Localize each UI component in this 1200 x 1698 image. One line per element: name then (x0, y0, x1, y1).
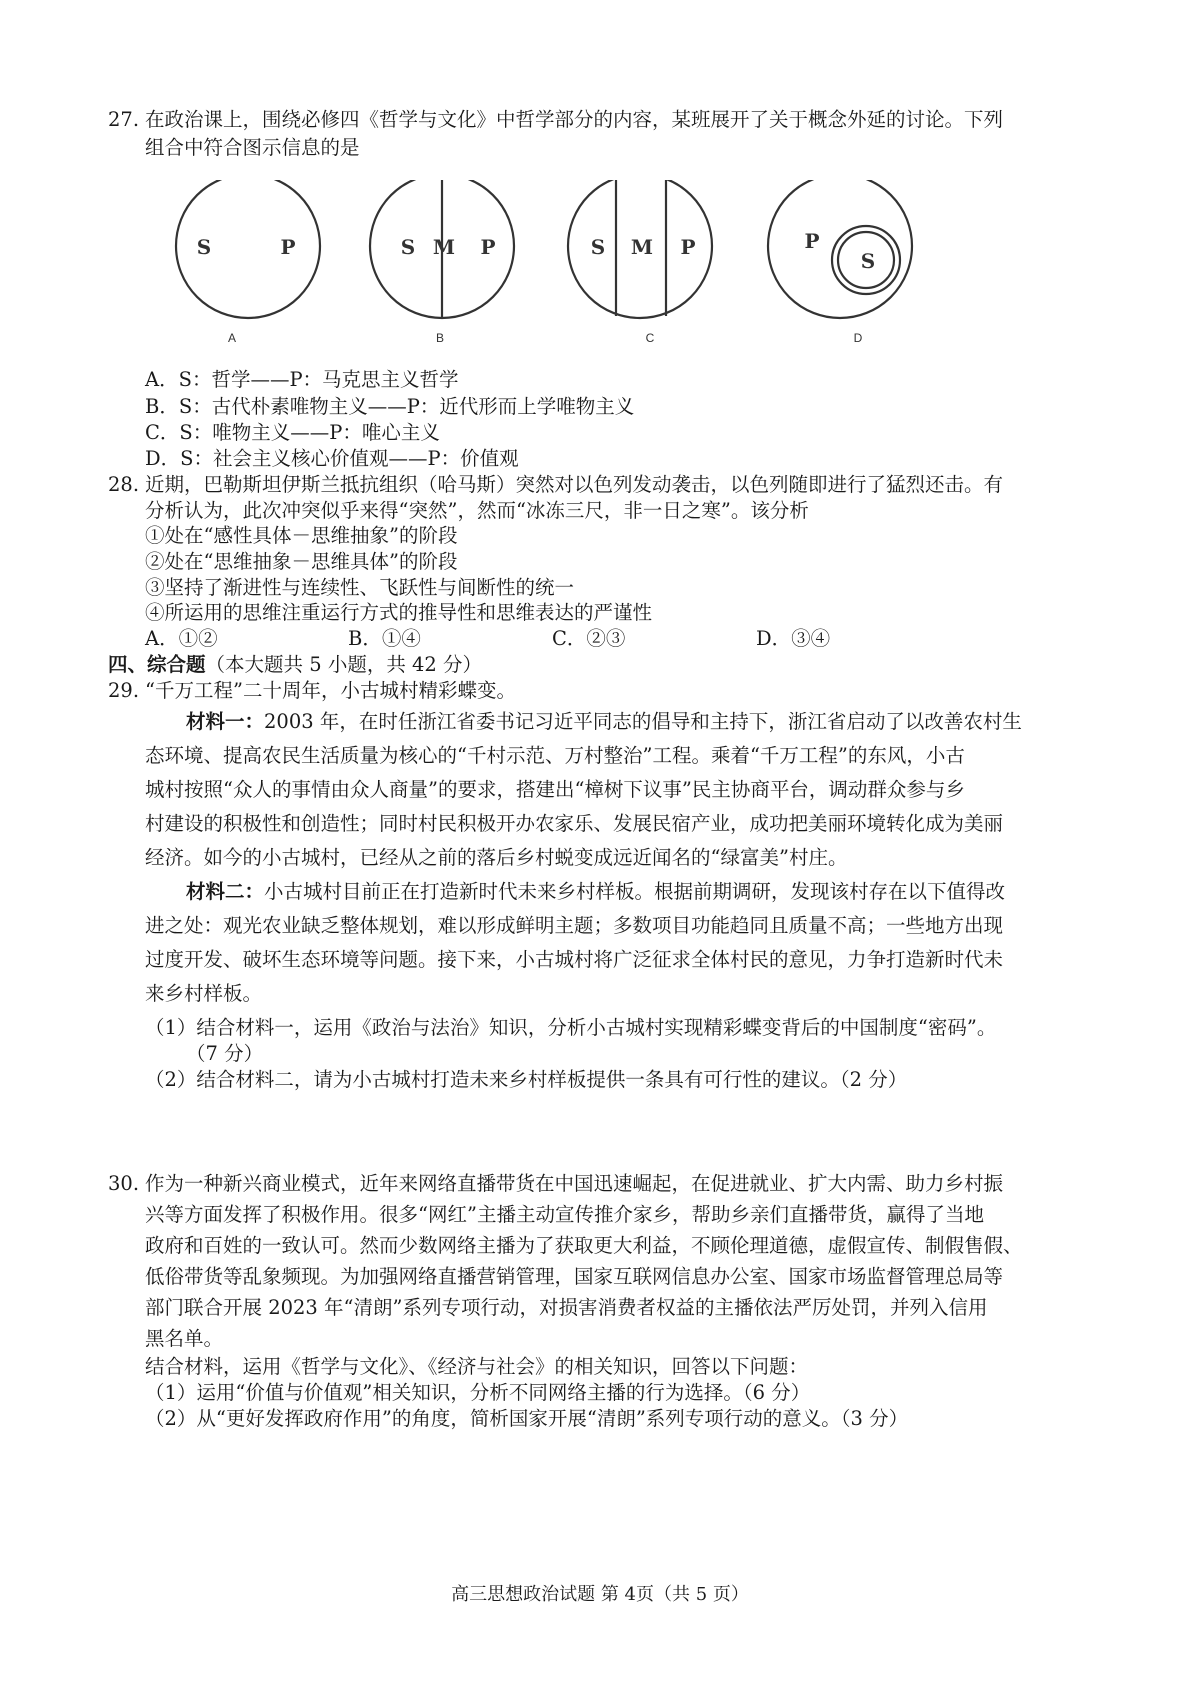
question-27-option-a: A．S：哲学——P：马克思主义哲学 (145, 368, 459, 391)
diagram-c-letter-m: M (630, 235, 654, 259)
question-30-line-5: 部门联合开展 2023 年“清朗”系列专项行动，对损害消费者权益的主播依法严厉处罚，并列入信用 (145, 1296, 988, 1319)
material-2-line-3: 过度开发、破坏生态环境等问题。接下来，小古城村将广泛征求全体村民的意见，力争打造新时代未 (145, 948, 1004, 971)
material-1-line-1 (186, 708, 1022, 736)
question-29-number: 29. (108, 679, 140, 702)
material-2-line-1 (186, 878, 1005, 906)
question-28-stem-line-1: 近期，巴勒斯坦伊斯兰抵抗组织（哈马斯）突然对以色列发动袭击，以色列随即进行了猛烈还击。有 (145, 473, 1004, 496)
question-30-line-1: 作为一种新兴商业模式，近年来网络直播带货在中国迅速崛起，在促进就业、扩大内需、助力乡村振 (145, 1172, 1004, 1195)
question-27-number: 27. (108, 108, 140, 131)
question-29-sub-1: （1）结合材料一，运用《政治与法治》知识，分析小古城村实现精彩蝶变背后的中国制度“密码”。 (145, 1016, 997, 1039)
section-4-heading (108, 651, 482, 679)
diagram-d-letter-p: P (804, 229, 820, 253)
question-29-sub-2: （2）结合材料二，请为小古城村打造未来乡村样板提供一条具有可行性的建议。（2 分） (145, 1068, 908, 1091)
material-2-line-2: 进之处：观光农业缺乏整体规划，难以形成鲜明主题；多数项目功能趋同且质量不高；一些地方出现 (145, 914, 1004, 937)
question-27-stem-line-2: 组合中符合图示信息的是 (145, 136, 360, 159)
diagram-b-letter-m: M (432, 235, 456, 259)
section-4-note: （本大题共 5 小题，共 42 分） (205, 653, 483, 676)
question-30-sub-2: （2）从“更好发挥政府作用”的角度，简析国家开展“清朗”系列专项行动的意义。（3 分） (145, 1407, 909, 1430)
question-30-sub-1: （1）运用“价值与价值观”相关知识，分析不同网络主播的行为选择。（6 分） (145, 1381, 811, 1404)
material-2-line-4: 来乡村样板。 (145, 982, 263, 1005)
question-27-option-c: C．S：唯物主义——P：唯心主义 (145, 421, 440, 444)
question-28-number: 28. (108, 473, 140, 496)
diagram-b-letter-s: S (400, 235, 416, 259)
question-27-option-b: B．S：古代朴素唯物主义——P：近代形而上学唯物主义 (145, 395, 635, 418)
question-30-number: 30. (108, 1172, 140, 1195)
question-30-line-4: 低俗带货等乱象频现。为加强网络直播营销管理，国家互联网信息办公室、国家市场监督管理总局等 (145, 1265, 1004, 1288)
diagram-d-label: D (853, 331, 863, 345)
question-30-line-3: 政府和百姓的一致认可。然而少数网络主播为了获取更大利益，不顾伦理道德，虚假宣传、制假售假、 (145, 1234, 1023, 1257)
page-footer: 高三思想政治试题 第 4页（共 5 页） (451, 1584, 749, 1605)
diagram-a-label: A (227, 331, 237, 345)
material-1-line-5: 经济。如今的小古城村，已经从之前的落后乡村蜕变成远近闻名的“绿富美”村庄。 (145, 846, 848, 869)
material-1-label: 材料一： (186, 710, 265, 733)
diagram-c-letter-p: P (680, 235, 696, 259)
material-1-line-2: 态环境、提高农民生活质量为核心的“千村示范、万村整治”工程。乘着“千万工程”的东风，小古 (145, 744, 965, 767)
question-28-choice-b: B．①④ (348, 627, 421, 650)
question-27-stem-line-1: 在政治课上，围绕必修四《哲学与文化》中哲学部分的内容，某班展开了关于概念外延的讨论。下列 (145, 108, 1004, 131)
question-28-item-4: ④所运用的思维注重运行方式的推导性和思维表达的严谨性 (145, 601, 653, 624)
diagram-d-letter-s: S (860, 249, 876, 273)
material-2-text-1: 小古城村目前正在打造新时代未来乡村样板。根据前期调研，发现该村存在以下值得改 (264, 880, 1006, 903)
material-1-line-3: 城村按照“众人的事情由众人商量”的要求，搭建出“樟树下议事”民主协商平台，调动群众参与乡 (145, 778, 965, 801)
question-28-choice-d: D．③④ (756, 627, 831, 650)
material-1-text-1: 2003 年，在时任浙江省委书记习近平同志的倡导和主持下，浙江省启动了以改善农村生 (264, 710, 1022, 733)
question-28-stem-line-2: 分析认为，此次冲突似乎来得“突然”，然而“冰冻三尺，非一日之寒”。该分析 (145, 499, 809, 522)
diagram-c-letter-s: S (590, 235, 606, 259)
material-2-label: 材料二： (186, 880, 265, 903)
question-29-sub-1-score: （7 分） (186, 1042, 264, 1065)
diagram-a-letter-s: S (196, 235, 212, 259)
question-29-stem: “千万工程”二十周年，小古城村精彩蝶变。 (145, 679, 516, 702)
diagram-b-label: B (435, 331, 445, 345)
question-30-line-6: 黑名单。 (145, 1327, 224, 1350)
question-30-prompt: 结合材料，运用《哲学与文化》、《经济与社会》的相关知识，回答以下问题： (145, 1355, 809, 1378)
question-28-choice-a: A．①② (145, 627, 218, 650)
question-28-item-3: ③坚持了渐进性与连续性、飞跃性与间断性的统一 (145, 576, 575, 599)
question-27-venn-diagrams (170, 180, 1030, 380)
question-28-choices (0, 625, 1200, 653)
diagram-b-letter-p: P (480, 235, 496, 259)
diagram-a-letter-p: P (280, 235, 296, 259)
material-1-line-4: 村建设的积极性和创造性；同时村民积极开办农家乐、发展民宿产业，成功把美丽环境转化成为美丽 (145, 812, 1004, 835)
section-4-title: 四、综合题 (108, 653, 206, 676)
question-28-item-1: ①处在“感性具体－思维抽象”的阶段 (145, 524, 458, 547)
question-27-option-d: D．S：社会主义核心价值观——P：价值观 (145, 447, 519, 470)
question-28-item-2: ②处在“思维抽象－思维具体”的阶段 (145, 550, 458, 573)
question-28-choice-c: C．②③ (552, 627, 626, 650)
question-30-line-2: 兴等方面发挥了积极作用。很多“网红”主播主动宣传推介家乡，帮助乡亲们直播带货，赢得了当地 (145, 1203, 984, 1226)
diagram-c-label: C (645, 331, 655, 345)
